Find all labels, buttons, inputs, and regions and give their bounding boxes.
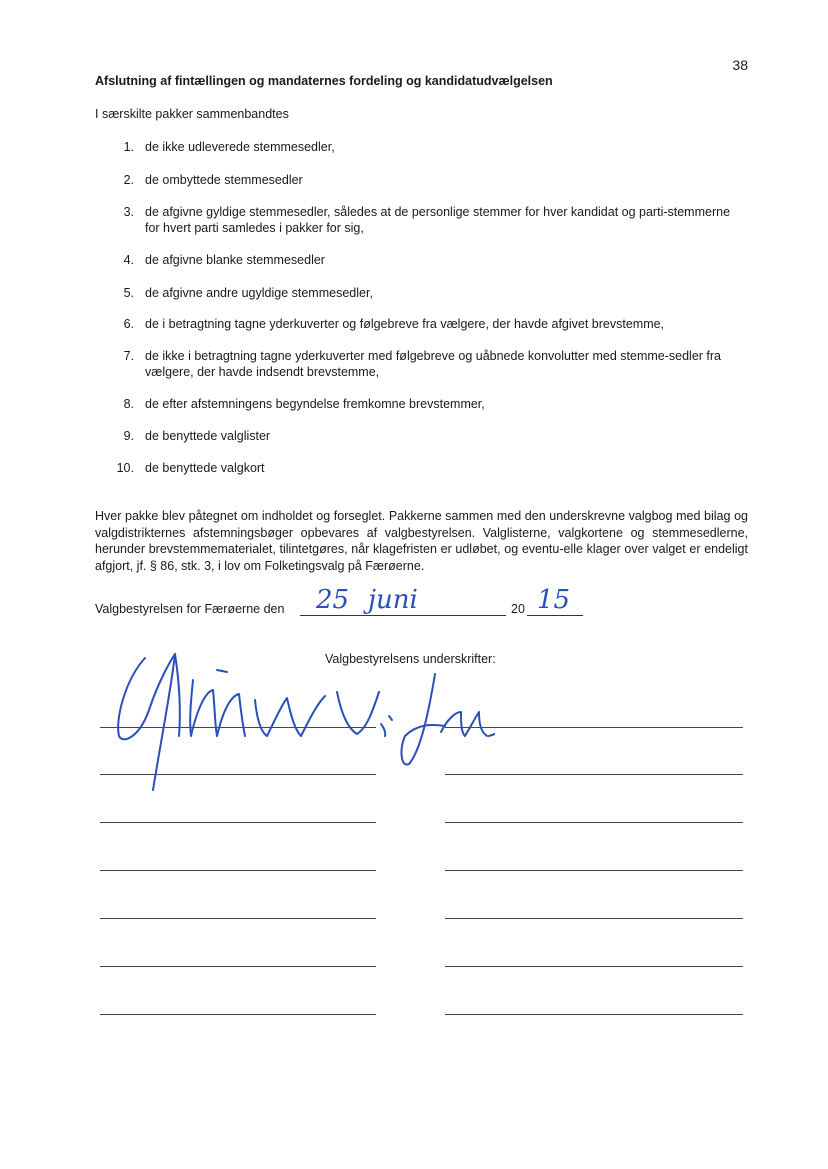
year-field-line <box>527 615 583 616</box>
item-number: 7. <box>123 349 134 363</box>
signature-line <box>100 918 376 919</box>
item-number: 6. <box>123 317 134 331</box>
item-text: de benyttede valglister <box>145 429 271 443</box>
item-text: de afgivne blanke stemmesedler <box>145 253 325 267</box>
item-number: 10. <box>116 461 134 475</box>
item-text: de ikke i betragtning tagne yderkuverter med følgebreve og uåbnede konvolutter med stemme-sedler fra vælgere, der havde indsendt brevstemme, <box>145 349 722 379</box>
item-number: 2. <box>123 173 134 187</box>
year-prefix: 20 <box>511 602 525 616</box>
signatures-title: Valgbestyrelsens underskrifter: <box>325 652 496 666</box>
date-label: Valgbestyrelsen for Færøerne den <box>95 602 285 616</box>
section-heading: Afslutning af fintællingen og mandaternes fordeling og kandidatudvælgelsen <box>95 74 553 88</box>
handwritten-month: juni <box>368 585 418 615</box>
signature-line <box>100 822 376 823</box>
handwritten-signature <box>105 640 495 800</box>
signature-line <box>445 966 743 967</box>
intro-text: I særskilte pakker sammenbandtes <box>95 107 289 121</box>
date-field-line <box>300 615 506 616</box>
signature-line <box>100 870 376 871</box>
handwritten-day: 25 <box>316 585 350 615</box>
signature-line <box>100 966 376 967</box>
closing-paragraph: Hver pakke blev påtegnet om indholdet og forseglet. Pakkerne sammen med den underskrevne valgbog med bilag og valgdistrikternes afstemningsbøger opbevares af valgbestyrelsen. Valglisterne, valgkortene og stemmesedlerne, herunder brevstemmematerialet, tilintetgøres, når klagefristen er udløbet, og eventu-elle klager over valget er endeligt afgjort, jf. § 86, stk. 3, i lov om Folketingsvalg på Færøerne. <box>95 509 748 573</box>
signature-line <box>445 1014 743 1015</box>
signature-line <box>445 870 743 871</box>
item-text: de afgivne gyldige stemmesedler, således at de personlige stemmer for hver kandidat og parti-stemmerne for hvert parti samledes i pakker for sig, <box>145 205 731 235</box>
item-number: 9. <box>123 429 134 443</box>
item-text: de ikke udleverede stemmesedler, <box>145 140 335 154</box>
item-text: de benyttede valgkort <box>145 461 265 475</box>
signature-line <box>445 822 743 823</box>
item-text: de i betragtning tagne yderkuverter og følgebreve fra vælgere, der havde afgivet brevstemme, <box>145 317 665 331</box>
item-number: 1. <box>123 140 134 154</box>
item-number: 3. <box>123 205 134 219</box>
item-number: 5. <box>123 286 134 300</box>
signature-line <box>100 1014 376 1015</box>
item-number: 8. <box>123 397 134 411</box>
page-number: 38 <box>732 57 748 73</box>
handwritten-year: 15 <box>537 585 571 615</box>
item-text: de efter afstemningens begyndelse fremkomne brevstemmer, <box>145 397 485 411</box>
signature-line <box>445 918 743 919</box>
item-text: de ombyttede stemmesedler <box>145 173 303 187</box>
item-number: 4. <box>123 253 134 267</box>
item-text: de afgivne andre ugyldige stemmesedler, <box>145 286 373 300</box>
